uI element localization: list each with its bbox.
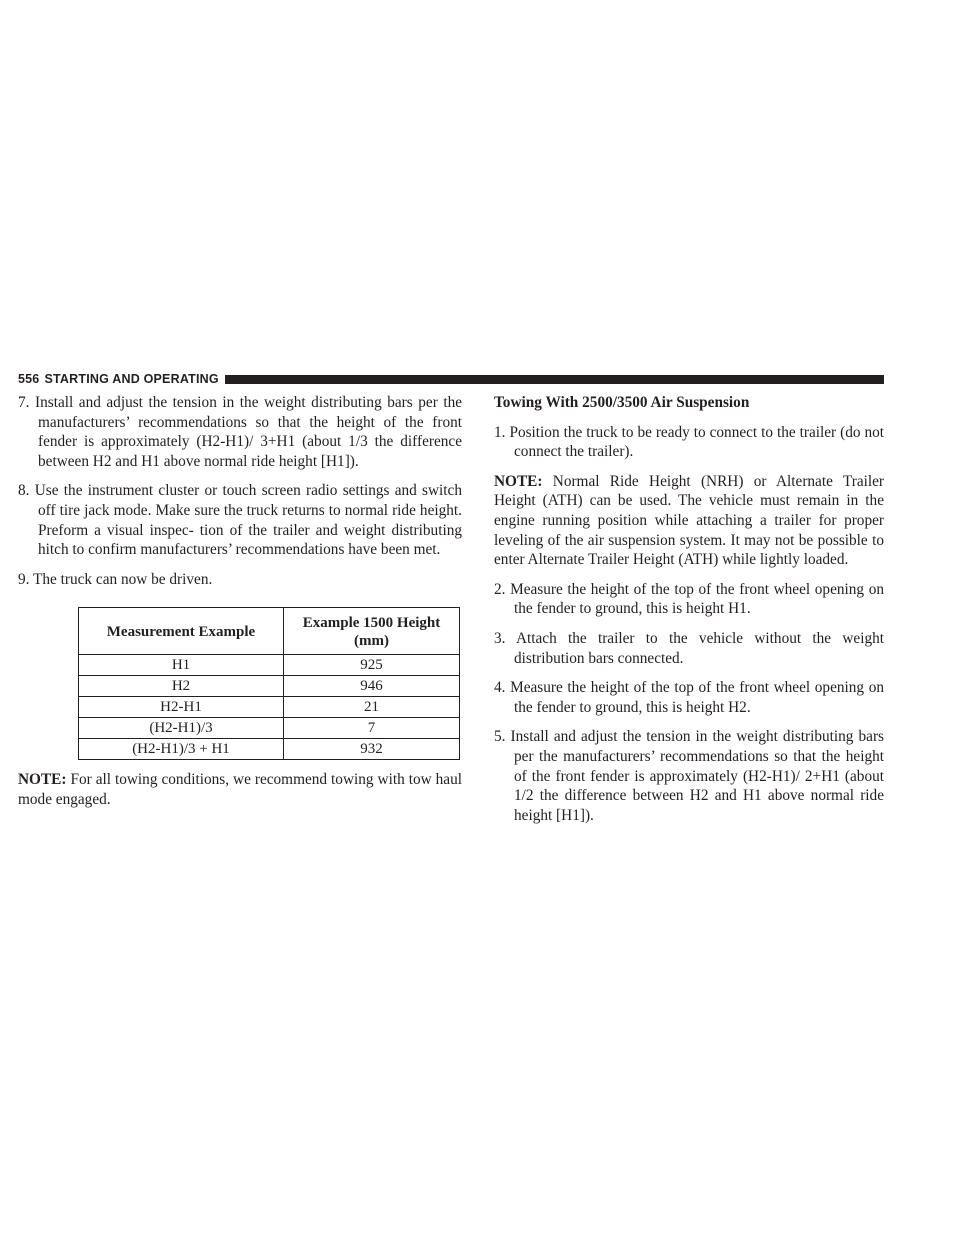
step-text: Measure the height of the top of the front wheel opening on the fender to ground, this is height H1. (510, 580, 884, 618)
step-number: 3. (494, 629, 506, 647)
note-air-suspension (494, 472, 884, 570)
table-cell: 946 (284, 676, 460, 697)
note-tow-haul (18, 770, 462, 809)
step-number: 7. (18, 394, 30, 411)
table-row (79, 739, 460, 760)
page-header (18, 372, 884, 386)
step-text: Use the instrument cluster or touch screen radio settings and switch off tire jack mode. Make sure the truck returns to normal ride height. Preform a visual inspec- tion of the trailer and weight distributing hitch to confirm manufacturers’ recommendations have been met. (34, 482, 462, 559)
note-text: For all towing conditions, we recommend towing with tow haul mode engaged. (18, 771, 462, 808)
table-cell: H1 (79, 655, 284, 676)
right-column (494, 393, 884, 835)
step-9 (18, 570, 462, 590)
step-text: Measure the height of the top of the front wheel opening on the fender to ground, this is height H2. (510, 679, 884, 716)
step-number: 1. (494, 423, 506, 441)
step-text: Install and adjust the tension in the weight distributing bars per the manufacturers’ recommendations so that the height of the front fender is approximately (H2-H1)/ 2+H1 (about 1/2 the difference between H2 and H1 above normal ride height [H1]). (510, 728, 884, 824)
step-7 (18, 393, 462, 471)
note-label: NOTE: (494, 472, 543, 490)
step-number: 8. (18, 482, 30, 500)
step-text: Position the truck to be ready to connect to the trailer (do not connect the trailer). (509, 423, 884, 461)
step-1 (494, 423, 884, 462)
table-cell: 932 (284, 739, 460, 760)
note-text: Normal Ride Height (NRH) or Alternate Trailer Height (ATH) can be used. The vehicle must remain in the engine running position while attaching a trailer for proper leveling of the air suspension system. It may not be possible to enter Alternate Trailer Height (ATH) while lightly loaded. (494, 472, 884, 569)
step-number: 4. (494, 679, 506, 697)
table-cell: (H2-H1)/3 (79, 718, 284, 739)
step-text: The truck can now be driven. (33, 570, 213, 588)
table-header-height: Example 1500 Height (mm) (284, 608, 460, 655)
step-text: Install and adjust the tension in the weight distributing bars per the manufacturers’ recommendations so that the height of the front fender is approximately (H2-H1)/ 3+H1 (about 1/3 the difference between H2 and H1 above normal ride height [H1]). (35, 394, 463, 470)
page-number: 556 (18, 372, 40, 386)
table-cell: 21 (284, 697, 460, 718)
table-cell: (H2-H1)/3 + H1 (79, 739, 284, 760)
step-4 (494, 678, 884, 717)
table-row (79, 718, 460, 739)
table-cell: H2-H1 (79, 697, 284, 718)
header-rule (225, 375, 884, 384)
table-row (79, 655, 460, 676)
step-2 (494, 580, 884, 619)
table-cell: 925 (284, 655, 460, 676)
table-row (79, 676, 460, 697)
table-header-row (79, 608, 460, 655)
table-header-measurement: Measurement Example (79, 608, 284, 655)
table-row (79, 697, 460, 718)
step-number: 9. (18, 570, 30, 588)
step-number: 2. (494, 580, 506, 598)
table-cell: H2 (79, 676, 284, 697)
section-title: STARTING AND OPERATING (44, 372, 219, 386)
section-heading: Towing With 2500/3500 Air Suspension (494, 394, 750, 411)
step-3 (494, 629, 884, 668)
step-number: 5. (494, 728, 506, 746)
left-column (18, 393, 462, 820)
measurement-table (78, 607, 460, 760)
step-5 (494, 727, 884, 825)
table-cell: 7 (284, 718, 460, 739)
step-8 (18, 481, 462, 559)
step-text: Attach the trailer to the vehicle without the weight distribution bars connected. (514, 629, 885, 667)
note-label: NOTE: (18, 771, 67, 789)
